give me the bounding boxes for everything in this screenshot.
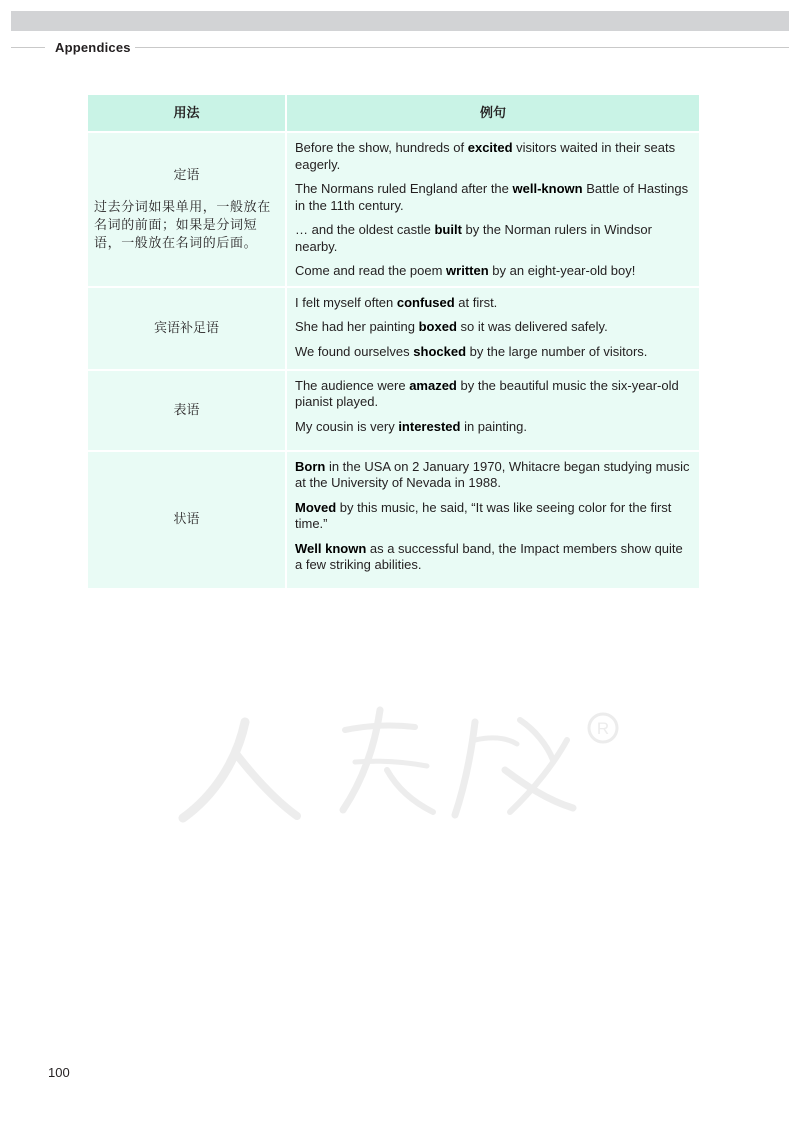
example-sentence: Before the show, hundreds of excited visitors waited in their seats eagerly. — [295, 140, 676, 172]
example-sentence: The Normans ruled England after the well-known Battle of Hastings in the 11th century. — [295, 181, 689, 213]
usage-label: 状语 — [173, 511, 200, 527]
example-cell — [287, 288, 699, 371]
participle-highlight: boxed — [418, 319, 457, 334]
example-sentence: She had her painting boxed so it was delivered safely. — [295, 319, 608, 334]
header-rule-right — [135, 47, 789, 48]
example-sentence: I felt myself often confused at first. — [295, 294, 498, 310]
example-sentence: Well known as a successful band, the Impact members show quite a few striking abilities. — [295, 540, 683, 572]
participle-highlight: Born — [295, 458, 326, 474]
usage-label: 定语 — [173, 167, 200, 182]
table-row — [88, 133, 699, 288]
participle-highlight: built — [434, 222, 462, 237]
usage-table — [88, 95, 699, 590]
usage-label: 宾语补足语 — [153, 319, 219, 335]
usage-cell — [88, 371, 287, 452]
header-usage: 用法 — [88, 95, 287, 133]
example-sentence: … and the oldest castle built by the Norman rulers in Windsor nearby. — [295, 222, 652, 254]
example-sentence: Moved by this music, he said, “It was like seeing color for the first time.” — [295, 499, 672, 531]
participle-highlight: amazed — [409, 377, 457, 393]
publisher-watermark-logo — [175, 700, 625, 830]
participle-highlight: shocked — [413, 343, 467, 359]
example-cell — [287, 452, 699, 590]
usage-cell — [88, 288, 287, 371]
example-sentence: My cousin is very interested in painting. — [295, 418, 527, 434]
participle-highlight: Moved — [295, 499, 337, 515]
participle-highlight: interested — [398, 418, 461, 434]
example-sentence: Come and read the poem written by an eight-year-old boy! — [295, 263, 636, 278]
usage-cell — [88, 133, 287, 288]
page-number: 100 — [48, 1065, 70, 1080]
running-head: Appendices — [55, 40, 131, 55]
header-example: 例句 — [287, 95, 699, 133]
participle-highlight: well-known — [512, 181, 583, 196]
table-header-row — [88, 95, 699, 133]
example-sentence: We found ourselves shocked by the large number of visitors. — [295, 343, 648, 359]
participle-highlight: written — [446, 263, 489, 278]
example-sentence: The audience were amazed by the beautiful music the six-year-old pianist played. — [295, 377, 679, 409]
svg-text:R: R — [596, 719, 610, 738]
example-sentence: Born in the USA on 2 January 1970, Whitacre began studying music at the University of Nevada in 1988. — [295, 458, 690, 490]
usage-note: 过去分词如果单用，一般放在名词的前面；如果是分词短语，一般放在名词的后面。 — [94, 198, 271, 250]
participle-highlight: Well known — [295, 540, 367, 556]
header-rule-left — [11, 47, 45, 48]
participle-highlight: excited — [467, 140, 513, 155]
table-row — [88, 452, 699, 590]
participle-highlight: confused — [396, 294, 455, 310]
example-cell — [287, 133, 699, 288]
table-row — [88, 371, 699, 452]
table-row — [88, 288, 699, 371]
usage-cell — [88, 452, 287, 590]
usage-label: 表语 — [173, 401, 200, 417]
top-bar — [11, 11, 789, 31]
example-cell — [287, 371, 699, 452]
